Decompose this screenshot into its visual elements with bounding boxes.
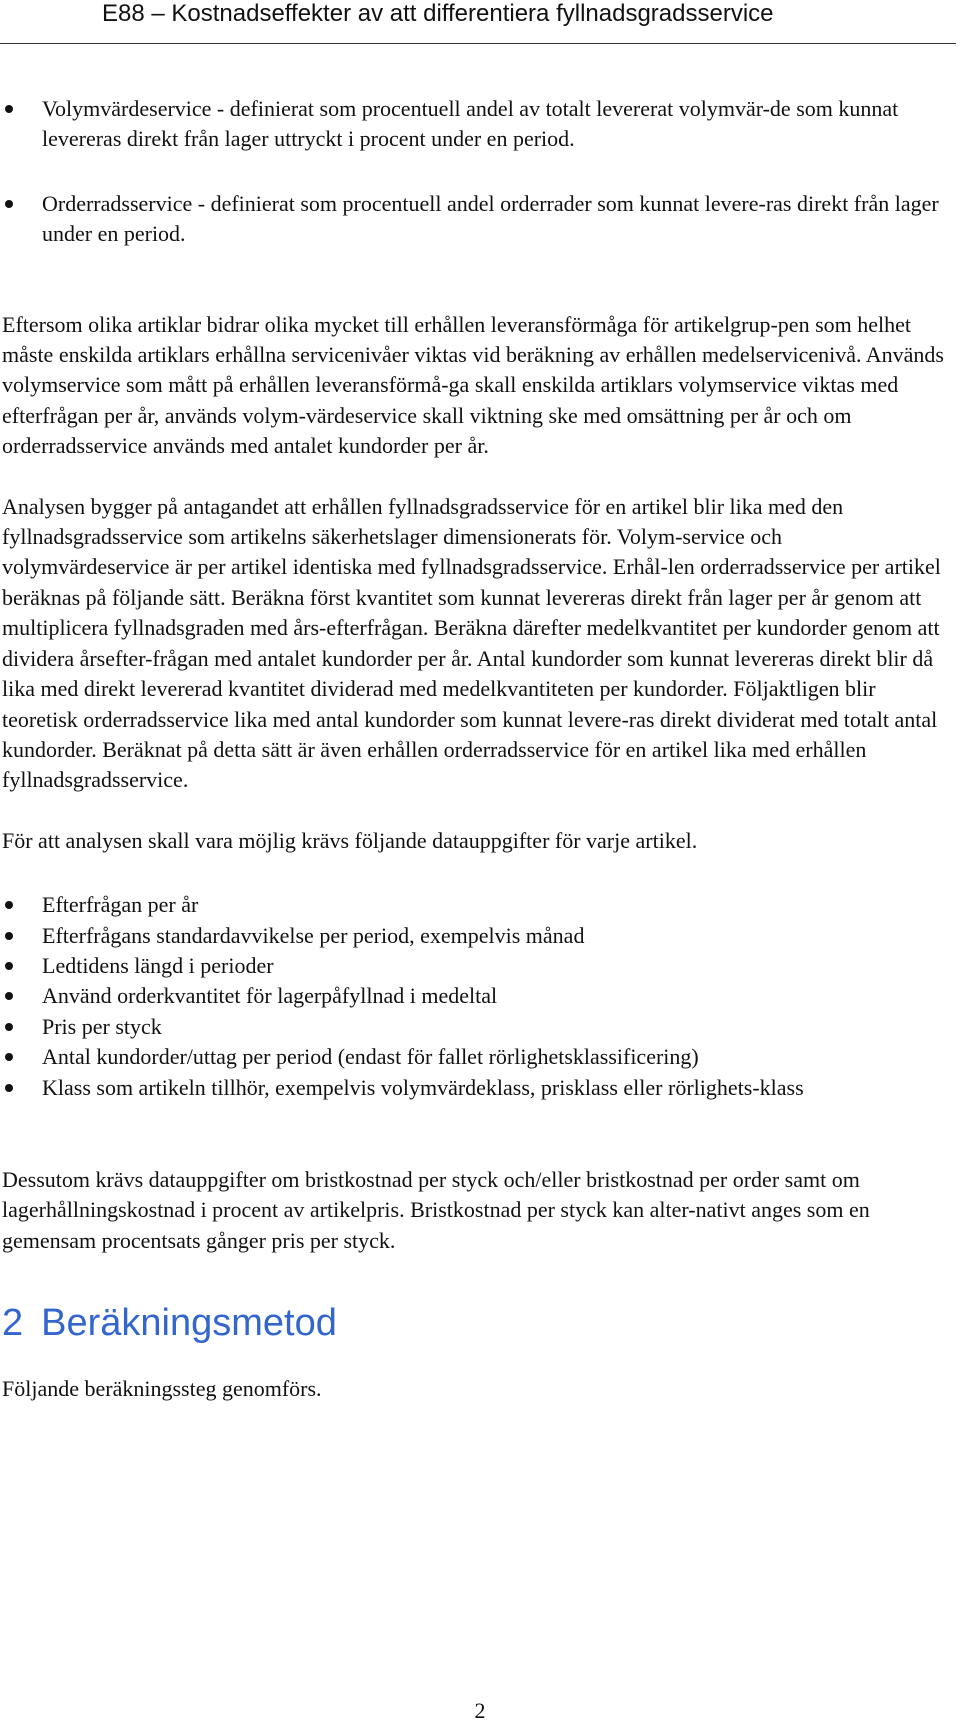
list-item	[2, 1073, 952, 1103]
list-item-text: Orderradsservice - definierat som procentuell andel orderrader som kunnat levere-ras direkt från lager under en period.	[42, 190, 939, 247]
list-item-text: Klass som artikeln tillhör, exempelvis volymvärdeklass, prisklass eller rörlighets-klass	[42, 1074, 804, 1100]
bullet-icon	[5, 901, 13, 909]
page-body	[2, 94, 952, 1405]
list-item	[2, 921, 952, 951]
bullet-icon	[5, 932, 13, 940]
list-item-text: Ledtidens längd i perioder	[42, 952, 274, 978]
list-item	[2, 951, 952, 981]
list-item-text: Volymvärdeservice - definierat som procentuell andel av totalt levererat volymvär-de som kunnat levereras direkt från lager uttryckt i procent under en period.	[42, 96, 899, 152]
list-item	[2, 1012, 952, 1042]
paragraph-shortage-cost: Dessutom krävs datauppgifter om bristkostnad per styck och/eller bristkostnad per order samt om lagerhållningskostnad i procent av artikelpris. Bristkostnad per styck kan alter-nativt anges som en gemensam procentsats gånger pris per styck.	[2, 1166, 870, 1253]
list-item	[2, 1042, 952, 1072]
paragraph-analysis: Analysen bygger på antagandet att erhållen fyllnadsgradsservice för en artikel blir lika med den fyllnadsgradsservice som artikelns säkerhetslager dimensionerats för. Volym-service och volymvärdeservice är per artikel identiska med fyllnadsgradsservice. Erhål-len orderradsservice per artikel beräknas på följande sätt. Beräkna först kvantitet som kunnat levereras direkt från lager per år genom att multiplicera fyllnadsgraden med års-efterfrågan. Beräkna därefter medelkvantitet per kundorder genom att dividera årsefter-frågan med antalet kundorder per år. Antal kundorder som kunnat levereras direkt blir då lika med direkt levererad kvantitet dividerad med medelkvantiteten per kundorder. Följaktligen blir teoretisk orderradsservice lika med antal kundorder som kunnat levere-ras direkt dividerat med totalt antal kundorder. Beräknat på detta sätt är även erhållen orderradsservice för en artikel lika med erhållen fyllnadsgradsservice.	[2, 493, 941, 793]
paragraph-weighting: Eftersom olika artiklar bidrar olika mycket till erhållen leveransförmåga för artikelgrup-pen som helhet måste enskilda artiklars erhållna servicenivåer viktas vid beräkning av erhållen medelservicenivå. Används volymservice som mått på erhållen leveransförmå-ga skall enskilda artiklars volymservice viktas med efterfrågan per år, används volym-värdeservice skall viktning ske med omsättning per år och om orderradsservice används med antalet kundorder per år.	[2, 311, 944, 459]
bullet-icon	[5, 1053, 13, 1061]
list-item-text: Använd orderkvantitet för lagerpåfyllnad i medeltal	[42, 983, 498, 1009]
bullet-icon	[5, 962, 13, 970]
page-number: 2	[474, 1698, 486, 1723]
running-header: E88 – Kostnadseffekter av att differentiera fyllnadsgradsservice	[102, 0, 774, 27]
bullet-icon	[5, 1023, 13, 1031]
service-definition-list	[2, 94, 952, 250]
paragraph-steps-intro: Följande beräkningssteg genomförs.	[2, 1376, 322, 1402]
list-item	[2, 890, 952, 920]
bullet-icon	[5, 200, 13, 208]
list-item-text: Efterfrågan per år	[42, 892, 199, 918]
header-rule	[0, 43, 956, 44]
list-item	[2, 189, 952, 250]
list-item	[2, 94, 952, 155]
bullet-icon	[5, 105, 13, 113]
section-title: Beräkningsmetod	[41, 1302, 337, 1345]
section-number: 2	[2, 1302, 24, 1345]
paragraph-data-requirements: För att analysen skall vara möjlig krävs följande datauppgifter för varje artikel.	[2, 827, 698, 853]
bullet-icon	[5, 992, 13, 1000]
list-item-text: Efterfrågans standardavvikelse per period, exempelvis månad	[42, 922, 585, 948]
section-heading	[2, 1300, 952, 1346]
list-item-text: Antal kundorder/uttag per period (endast för fallet rörlighetsklassificering)	[42, 1044, 699, 1070]
data-requirements-list	[2, 890, 952, 1103]
list-item-text: Pris per styck	[42, 1013, 162, 1039]
list-item	[2, 981, 952, 1011]
bullet-icon	[5, 1084, 13, 1092]
